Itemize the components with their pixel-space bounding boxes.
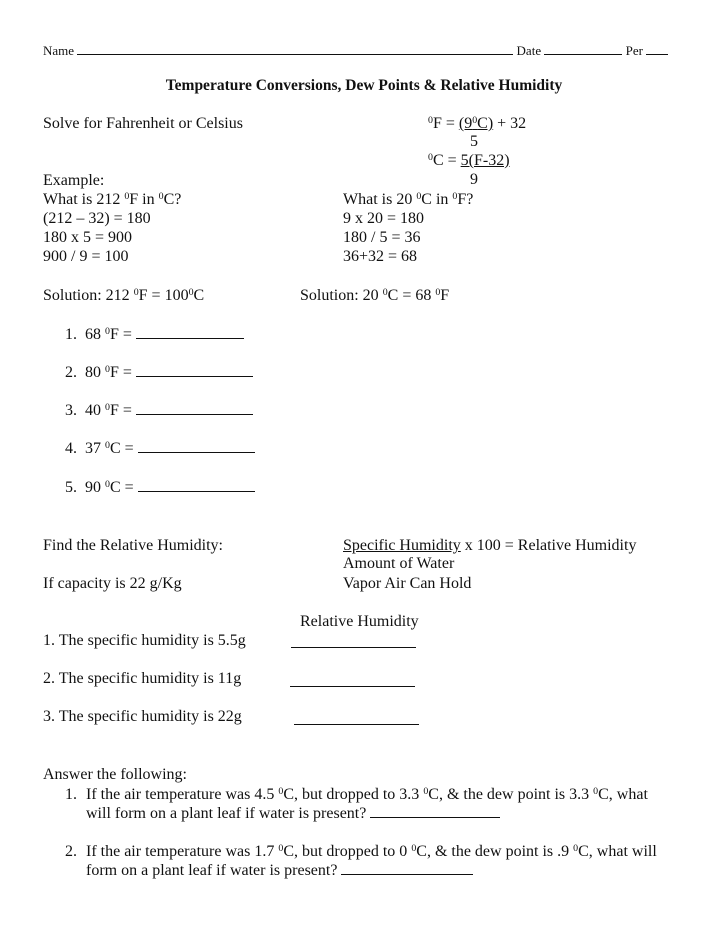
answer-blank[interactable] xyxy=(341,873,473,875)
page-title: Temperature Conversions, Dew Points & Relative Humidity xyxy=(165,77,563,94)
dew-question-line: form on a plant leaf if water is present? xyxy=(86,863,473,879)
humidity-problem: 2. The specific humidity is 11g xyxy=(43,670,242,687)
answer-blank[interactable] xyxy=(136,413,253,415)
humidity-formula-denominator: Vapor Air Can Hold xyxy=(343,575,472,592)
dew-question-line: If the air temperature was 1.7 $^0$C, but dropped to 0 $^0$C, & the dew point is .9 $^0$C, what will xyxy=(86,842,657,860)
formula-f-denominator: 5 xyxy=(470,133,478,150)
dew-question-line: If the air temperature was 4.5 $^0$C, but dropped to 3.3 $^0$C, & the dew point is 3.3 $^0$C, what xyxy=(86,785,648,803)
answer-blank[interactable] xyxy=(136,337,244,339)
formula-f-suffix: + 32 xyxy=(493,115,527,132)
formula-celsius xyxy=(428,153,510,169)
answer-blank[interactable] xyxy=(136,375,253,377)
name-blank[interactable] xyxy=(77,53,513,55)
left-example-step: (212 – 32) = 180 xyxy=(43,210,151,227)
degree-mark: 0 xyxy=(428,151,433,163)
answer-blank[interactable] xyxy=(138,490,255,492)
humidity-answer-blank[interactable] xyxy=(291,647,416,648)
left-example-step: 180 x 5 = 900 xyxy=(43,229,133,246)
per-label: Per xyxy=(625,43,643,58)
humidity-formula xyxy=(343,538,636,554)
left-example-step: 900 / 9 = 100 xyxy=(43,248,129,265)
conversion-instruction: Solve for Fahrenheit or Celsius xyxy=(43,115,243,132)
conversion-problem: 2. 80 $^0$F = xyxy=(65,365,253,381)
dew-question-number: 2. xyxy=(65,843,77,860)
answer-blank[interactable] xyxy=(138,451,255,453)
formula-f-prefix: F = xyxy=(432,115,459,132)
answer-heading: Answer the following: xyxy=(43,766,187,783)
conversion-problem: 5. 90 $^0$C = xyxy=(65,480,255,496)
conversion-problem: 3. 40 $^0$F = xyxy=(65,403,253,419)
right-example-question: What is 20 $^0$C in $^0$F? xyxy=(343,190,474,208)
right-solution: Solution: 20 $^0$C = 68 $^0$F xyxy=(300,286,450,304)
formula-c-denominator: 9 xyxy=(470,171,478,188)
conversion-problem: 1. 68 $^0$F = xyxy=(65,327,244,343)
formula-fahrenheit xyxy=(428,116,526,132)
humidity-formula-denominator: Amount of Water xyxy=(343,555,455,572)
humidity-column-header: Relative Humidity xyxy=(300,613,419,630)
formula-c-prefix: C = xyxy=(432,152,461,169)
formula-c-numerator: 5(F-32) xyxy=(460,152,510,169)
dew-question-line: will form on a plant leaf if water is present? xyxy=(86,806,500,822)
conversion-problem: 4. 37 $^0$C = xyxy=(65,441,255,457)
formula-f-numerator: $(9^0C)$ xyxy=(458,114,494,132)
right-example-step: 9 x 20 = 180 xyxy=(343,210,425,227)
name-label: Name xyxy=(43,43,75,58)
humidity-problem: 1. The specific humidity is 5.5g xyxy=(43,632,246,649)
degree-mark: 0 xyxy=(428,114,433,126)
humidity-problem: 3. The specific humidity is 22g xyxy=(43,708,242,725)
per-blank[interactable] xyxy=(646,53,668,55)
left-solution: Solution: 212 $^0F = 100^0C$ xyxy=(43,286,205,304)
header-line xyxy=(43,44,668,57)
right-example-step: 36+32 = 68 xyxy=(343,248,418,265)
right-example-step: 180 / 5 = 36 xyxy=(343,229,421,246)
humidity-capacity: If capacity is 22 g/Kg xyxy=(43,575,182,592)
humidity-answer-blank[interactable] xyxy=(294,724,419,725)
example-label: Example: xyxy=(43,172,105,189)
humidity-answer-blank[interactable] xyxy=(290,686,415,687)
answer-blank[interactable] xyxy=(370,816,500,818)
date-blank[interactable] xyxy=(544,53,622,55)
left-example-question: What is 212 $^0$F in $^0$C? xyxy=(43,190,182,208)
humidity-formula-rest: x 100 = Relative Humidity xyxy=(460,537,637,554)
date-label: Date xyxy=(516,43,542,58)
humidity-formula-numerator: Specific Humidity xyxy=(343,537,461,554)
dew-question-number: 1. xyxy=(65,786,77,803)
humidity-instruction: Find the Relative Humidity: xyxy=(43,537,223,554)
